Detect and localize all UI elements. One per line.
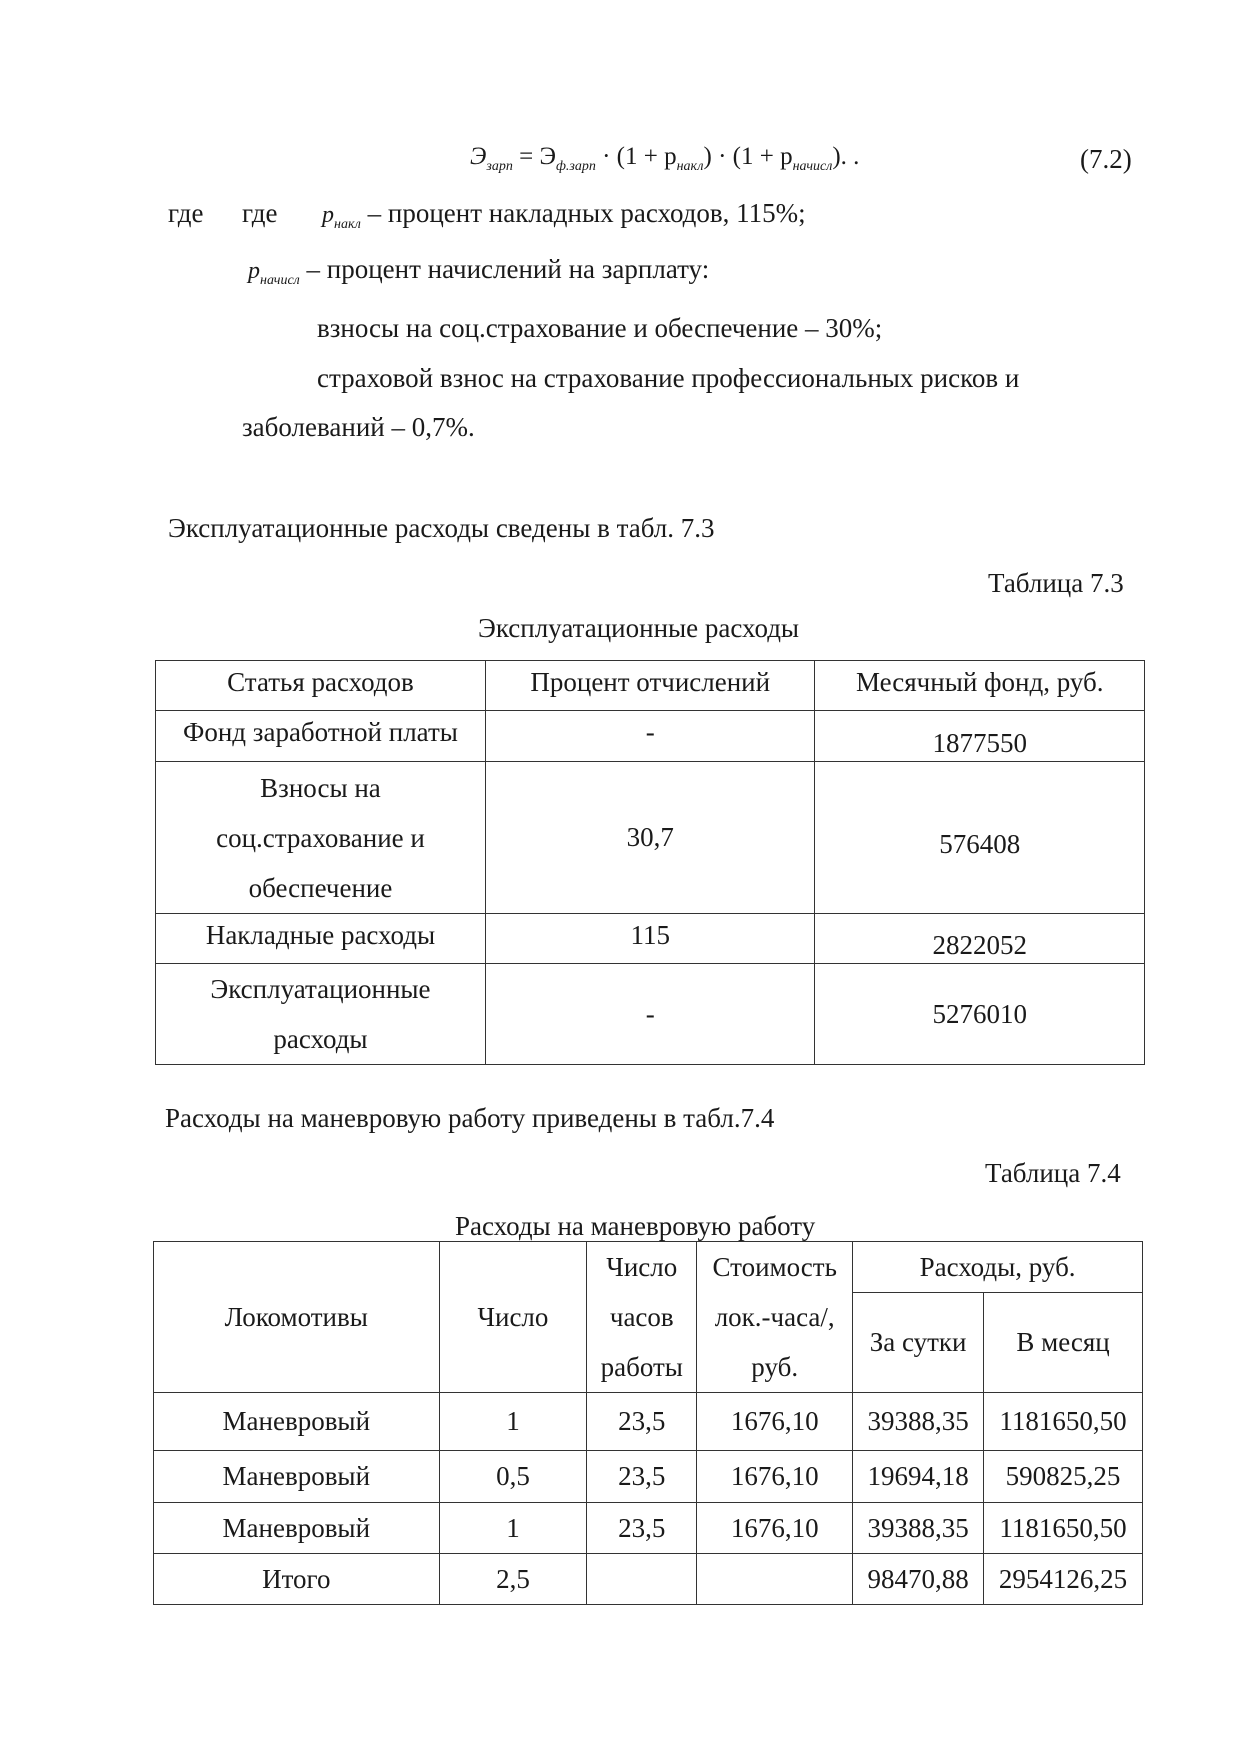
where-label-2: где [242, 198, 278, 228]
cell: Накладные расходы [156, 914, 486, 964]
table-row [156, 762, 1145, 914]
p-nakl-text: – процент накладных расходов, 115%; [360, 198, 806, 228]
table-7-4-caption: Расходы на маневровую работу [455, 1211, 816, 1241]
cell: 2,5 [439, 1554, 587, 1605]
cell: 2954126,25 [984, 1554, 1143, 1605]
cell: 0,5 [439, 1451, 587, 1503]
cell [587, 1554, 697, 1605]
cell: 1181650,50 [984, 1503, 1143, 1554]
cell: 1 [439, 1393, 587, 1451]
p-nakl-var: p [322, 202, 334, 228]
cell: 23,5 [587, 1503, 697, 1554]
cell: 98470,88 [853, 1554, 984, 1605]
cell: 23,5 [587, 1393, 697, 1451]
header-count: Число [439, 1242, 587, 1393]
header-per-day: За сутки [853, 1293, 984, 1393]
formula-lhs-sub: зарп [486, 159, 513, 174]
cell: 1181650,50 [984, 1393, 1143, 1451]
cell: 23,5 [587, 1451, 697, 1503]
table-row [156, 964, 1145, 1065]
p-nachisl-text: – процент начислений на зарплату: [299, 254, 710, 284]
table-row [154, 1503, 1143, 1554]
table-7-3-label: Таблица 7.3 [988, 568, 1124, 598]
formula-end: ). . [832, 143, 860, 170]
table-7-3 [155, 660, 1145, 1065]
cell: - [485, 711, 815, 762]
cell: Маневровый [154, 1503, 440, 1554]
def-line-5: заболеваний – 0,7%. [242, 412, 475, 442]
formula-mid2-sub: начисл [792, 159, 833, 174]
cell: 30,7 [485, 762, 815, 914]
formula-lhs: Э [470, 143, 487, 170]
formula-number: (7.2) [1080, 144, 1132, 174]
cell: 5276010 [815, 964, 1145, 1065]
cell: 1676,10 [697, 1451, 853, 1503]
cell: Эксплуатационные расходы [156, 964, 486, 1065]
header-hours: Число часов работы [587, 1242, 697, 1393]
formula-7-2 [470, 143, 859, 175]
table-row [156, 914, 1145, 964]
table-row [154, 1393, 1143, 1451]
header-cost: Стоимость лок.-часа/, руб. [697, 1242, 853, 1393]
header-monthly: Месячный фонд, руб. [815, 661, 1145, 711]
def-p-nachisl [248, 253, 709, 290]
header-locomotives: Локомотивы [154, 1242, 440, 1393]
cell: 590825,25 [984, 1451, 1143, 1503]
cell: 1877550 [815, 711, 1145, 762]
cell: Маневровый [154, 1393, 440, 1451]
p-nachisl-var: p [248, 258, 260, 284]
cell: Взносы на соц.страхование и обеспечение [156, 762, 486, 914]
paragraph-2: Расходы на маневровую работу приведены в табл.7.4 [165, 1103, 775, 1133]
cell: 1676,10 [697, 1503, 853, 1554]
cell: 19694,18 [853, 1451, 984, 1503]
table-7-3-caption: Эксплуатационные расходы [478, 613, 800, 643]
p-nakl-sub: накл [334, 217, 361, 232]
cell: Маневровый [154, 1451, 440, 1503]
header-article: Статья расходов [156, 661, 486, 711]
table-header-row [154, 1242, 1143, 1293]
cell: Итого [154, 1554, 440, 1605]
p-nachisl-sub: начисл [260, 273, 300, 288]
cell: Фонд заработной платы [156, 711, 486, 762]
where-label-1: где [168, 198, 204, 228]
formula-mid1-sub: накл [676, 159, 704, 174]
formula-mid1: · (1 + p [595, 143, 677, 170]
cell: - [485, 964, 815, 1065]
table-header-row [156, 661, 1145, 711]
cell [697, 1554, 853, 1605]
cell: 1 [439, 1503, 587, 1554]
cell: 39388,35 [853, 1393, 984, 1451]
cell: 576408 [815, 762, 1145, 914]
header-per-month: В месяц [984, 1293, 1143, 1393]
cell: 2822052 [815, 914, 1145, 964]
header-expenses: Расходы, руб. [853, 1242, 1143, 1293]
paragraph-1: Эксплуатационные расходы сведены в табл. 7.3 [168, 513, 715, 543]
table-7-4 [153, 1241, 1143, 1605]
header-percent: Процент отчислений [485, 661, 815, 711]
def-p-nakl [322, 197, 806, 234]
cell: 39388,35 [853, 1503, 984, 1554]
cell: 1676,10 [697, 1393, 853, 1451]
table-total-row [154, 1554, 1143, 1605]
table-row [156, 711, 1145, 762]
table-row [154, 1451, 1143, 1503]
formula-mid2: ) · (1 + p [703, 143, 793, 170]
def-line-3: взносы на соц.страхование и обеспечение – 30%; [317, 313, 883, 343]
formula-rhs-sub: ф.зарп [555, 159, 596, 174]
formula-eq: = Э [512, 143, 556, 170]
def-line-4: страховой взнос на страхование профессиональных рисков и [317, 363, 1020, 393]
table-7-4-label: Таблица 7.4 [985, 1158, 1121, 1188]
cell: 115 [485, 914, 815, 964]
